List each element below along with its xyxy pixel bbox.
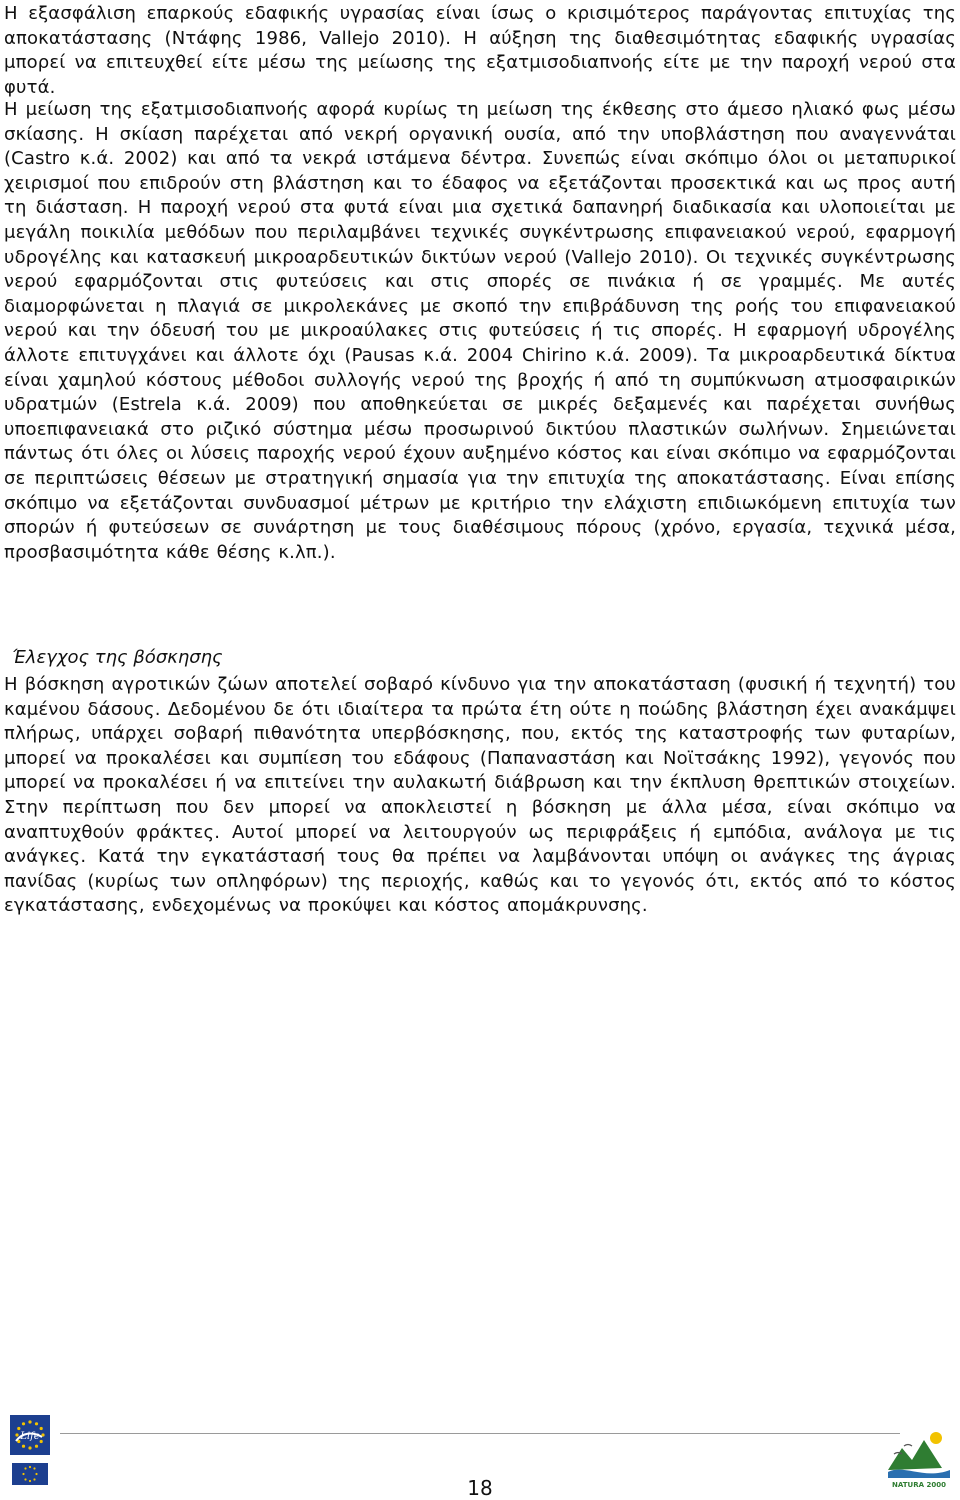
- footer-rule: [60, 1433, 900, 1434]
- paragraph-grazing: Η βόσκηση αγροτικών ζώων αποτελεί σοβαρό κίνδυνο για την αποκατάσταση (φυσική ή τεχνητή) του καμένου δάσους. Δεδομένου δε ότι ιδιαίτερα τα πρώτα έτη ούτε η ποώδης βλάστηση έχει ανακάμψει πλήρως, υπάρχει σοβαρή πιθανότητα υπερβόσκησης, που, εκτός της καταστροφής των φυταρίων, μπορεί να προκαλέσει και συμπίεση του εδάφους (Παπαναστάση και Νοϊτσάκης 1992), γεγονός που μπορεί να προκαλέσει ή να επιτείνει την αυλακωτή διάβρωση και την έκπλυση θρεπτικών στοιχείων. Στην περίπτωση που δεν μπορεί να αποκλειστεί η βόσκηση με άλλα μέσα, είναι σκόπιμο να αναπτυχθούν φράκτες. Αυτοί μπορεί να λειτουργούν ως περιφράξεις ή εμπόδια, ανάλογα με τις ανάγκες. Κατά την εγκατάστασή τους θα πρέπει να λαμβάνονται υπόψη οι ανάγκες της άγριας πανίδας (κυρίως των οπληφόρων) της περιοχής, καθώς και το γεγονός ότι, εκτός από το κόστος εγκατάστασης, ενδεχομένως να προκύψει και κόστος απομάκρυνσης.: [4, 674, 956, 917]
- page-number: 18: [467, 1476, 493, 1500]
- section-heading-grazing: Έλεγχος της βόσκησης: [12, 647, 223, 668]
- natura-logo-text: NATURA 2000: [892, 1481, 946, 1489]
- paragraph-soil-moisture: Η εξασφάλιση επαρκούς εδαφικής υγρασίας είναι ίσως ο κρισιμότερος παράγοντας επιτυχίας της αποκατάστασης (Ντάφης 1986, Vallejo 2010). Η αύξηση της διαθεσιμότητας εδαφικής υγρασίας μπορεί να επιτευχθεί είτε μέσω της μείωσης της εξατμισοδιαπνοής είτε με την παροχή νερού στα φυτά.: [4, 3, 956, 98]
- natura-2000-logo: [884, 1424, 954, 1490]
- paragraph-evapotranspiration: Η μείωση της εξατμισοδιαπνοής αφορά κυρίως τη μείωση της έκθεσης στο άμεσο ηλιακό φως μέσω σκίασης. Η σκίαση παρέχεται από νεκρή οργανική ουσία, από την υποβλάστηση που αναγεννάται (Castro κ.ά. 2002) και από τα νεκρά ιστάμενα δέντρα. Συνεπώς είναι σκόπιμο όλοι οι μεταπυρικοί χειρισμοί που επιδρούν στη βλάστηση και το έδαφος να εξετάζονται προσεκτικά και ως προς αυτή τη διάσταση. Η παροχή νερού στα φυτά είναι μια σχετικά δαπανηρή διαδικασία και υλοποιείται με μεγάλη ποικιλία μεθόδων που περιλαμβάνει τεχνικές συγκέντρωσης επιφανειακού νερού, εφαρμογή υδρογέλης και κατασκευή μικροαρδευτικών δικτύων νερού (Vallejo 2010). Οι τεχνικές συγκέντρωσης νερού εφαρμόζονται στις φυτεύσεις και στις σπορές σε πινάκια ή σε γραμμές. Με αυτές διαμορφώνεται η πλαγιά σε μικρολεκάνες με σκοπό την επιβράδυνση της ροής του επιφανειακού νερού και την όδευσή του με μικροαύλακες στις φυτεύσεις ή τις σπορές. Η εφαρμογή υδρογέλης άλλοτε επιτυγχάνει και άλλοτε όχι (Pausas κ.ά. 2004 Chirino κ.ά. 2009). Τα μικροαρδευτικά δίκτυα είναι χαμηλού κόστους μέθοδοι συλλογής νερού της βροχής ή από τη συμπύκνωση ατμοσφαιρικών υδρατμών (Estrela κ.ά. 2009) που αποθηκεύεται σε μικρές δεξαμενές και παρέχεται συνήθως υποεπιφανειακά στο ριζικό σύστημα μέσω προσωρινού δικτύου πλαστικών σωλήνων. Σημειώνεται πάντως ότι όλες οι λύσεις παροχής νερού έχουν αυξημένο κόστος και είναι σκόπιμο να εφαρμόζονται σε περιπτώσεις θέσεων με στρατηγική σημασία για την επιτυχία της αποκατάστασης. Είναι επίσης σκόπιμο να εξετάζονται συνδυασμοί μέτρων με κριτήριο την ελάχιστη επιδιωκόμενη επιτυχία των σπορών ή φυτεύσεων σε συνάρτηση με τους διαθέσιμους πόρους (χρόνο, εργασία, τεχνικά μέσα, προσβασιμότητα κάθε θέσης κ.λπ.).: [4, 99, 956, 563]
- life-logo-text: Life: [20, 1431, 40, 1442]
